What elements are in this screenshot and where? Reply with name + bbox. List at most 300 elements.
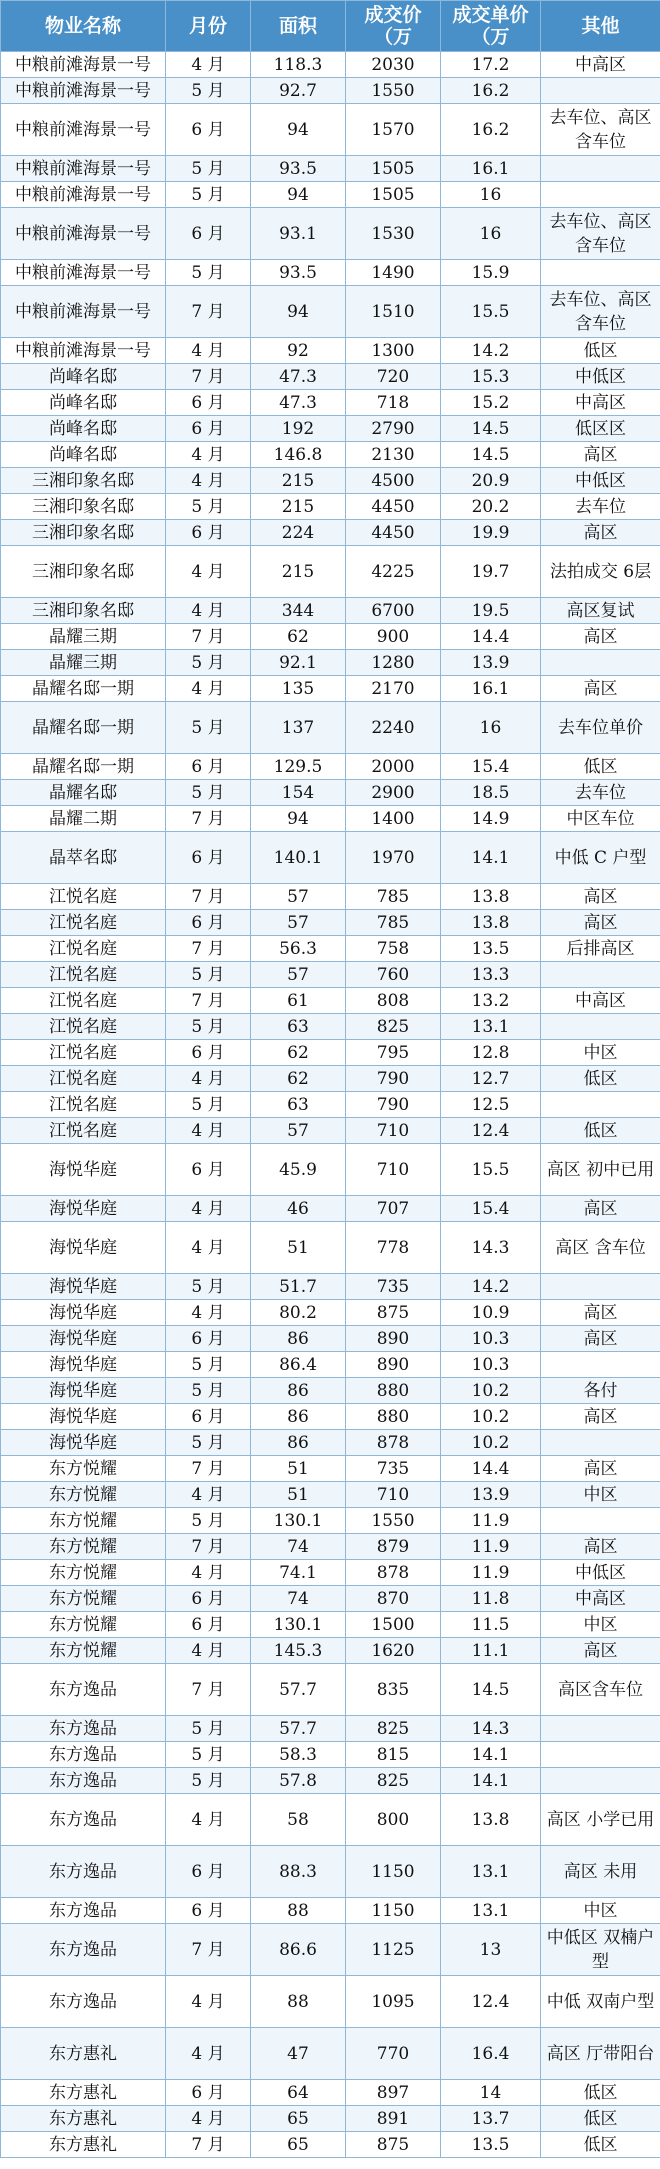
cell-other: 高区	[541, 520, 660, 546]
cell-deal-price: 758	[346, 936, 441, 962]
cell-unit-price: 15.9	[441, 260, 541, 286]
cell-month: 7 月	[166, 1456, 251, 1482]
cell-unit-price: 20.9	[441, 468, 541, 494]
cell-month: 7 月	[166, 1664, 251, 1716]
cell-deal-price: 4500	[346, 468, 441, 494]
header-row	[1, 1, 660, 52]
cell-unit-price: 14.4	[441, 1456, 541, 1482]
cell-deal-price: 880	[346, 1378, 441, 1404]
cell-area: 62	[251, 624, 346, 650]
cell-month: 7 月	[166, 364, 251, 390]
table-row	[1, 676, 660, 702]
cell-deal-price: 808	[346, 988, 441, 1014]
cell-month: 4 月	[166, 1118, 251, 1144]
cell-deal-price: 2900	[346, 780, 441, 806]
cell-deal-price: 785	[346, 884, 441, 910]
cell-area: 88	[251, 1976, 346, 2028]
cell-unit-price: 15.4	[441, 754, 541, 780]
header-unit-price: 成交单价 （万	[441, 1, 541, 52]
cell-property-name: 海悦华庭	[1, 1430, 166, 1456]
cell-area: 94	[251, 806, 346, 832]
cell-other: 高区	[541, 676, 660, 702]
cell-deal-price: 720	[346, 364, 441, 390]
cell-deal-price: 825	[346, 1716, 441, 1742]
table-row	[1, 2028, 660, 2080]
cell-area: 135	[251, 676, 346, 702]
cell-month: 6 月	[166, 1144, 251, 1196]
cell-unit-price: 13	[441, 1924, 541, 1976]
cell-area: 57.7	[251, 1716, 346, 1742]
cell-area: 51	[251, 1456, 346, 1482]
cell-deal-price: 1095	[346, 1976, 441, 2028]
cell-unit-price: 16.1	[441, 156, 541, 182]
cell-area: 46	[251, 1196, 346, 1222]
cell-property-name: 东方悦耀	[1, 1456, 166, 1482]
cell-deal-price: 718	[346, 390, 441, 416]
table-row	[1, 1924, 660, 1976]
cell-other: 高区	[541, 1404, 660, 1430]
cell-month: 4 月	[166, 1638, 251, 1664]
cell-month: 6 月	[166, 1612, 251, 1638]
cell-unit-price: 14.2	[441, 338, 541, 364]
cell-area: 47	[251, 2028, 346, 2080]
cell-month: 6 月	[166, 1586, 251, 1612]
table-row	[1, 884, 660, 910]
cell-month: 7 月	[166, 884, 251, 910]
cell-area: 130.1	[251, 1508, 346, 1534]
cell-other: 中高区	[541, 52, 660, 78]
cell-deal-price: 735	[346, 1456, 441, 1482]
cell-month: 5 月	[166, 78, 251, 104]
cell-property-name: 海悦华庭	[1, 1196, 166, 1222]
cell-deal-price: 800	[346, 1794, 441, 1846]
cell-other: 低区	[541, 1066, 660, 1092]
cell-property-name: 东方逸品	[1, 1794, 166, 1846]
cell-month: 6 月	[166, 1898, 251, 1924]
cell-other	[541, 1768, 660, 1794]
cell-property-name: 东方悦耀	[1, 1534, 166, 1560]
cell-property-name: 晶耀名邸一期	[1, 676, 166, 702]
table-row	[1, 1352, 660, 1378]
cell-area: 137	[251, 702, 346, 754]
cell-other	[541, 1014, 660, 1040]
cell-unit-price: 12.4	[441, 1976, 541, 2028]
cell-deal-price: 891	[346, 2106, 441, 2132]
table-row	[1, 1976, 660, 2028]
cell-property-name: 海悦华庭	[1, 1378, 166, 1404]
cell-deal-price: 1125	[346, 1924, 441, 1976]
cell-property-name: 东方逸品	[1, 1898, 166, 1924]
cell-unit-price: 13.1	[441, 1014, 541, 1040]
cell-other: 低区	[541, 338, 660, 364]
cell-month: 7 月	[166, 2132, 251, 2158]
cell-deal-price: 735	[346, 1274, 441, 1300]
cell-deal-price: 1505	[346, 156, 441, 182]
cell-property-name: 海悦华庭	[1, 1222, 166, 1274]
cell-area: 63	[251, 1014, 346, 1040]
table-row	[1, 806, 660, 832]
table-row	[1, 1144, 660, 1196]
cell-area: 94	[251, 182, 346, 208]
cell-month: 6 月	[166, 1326, 251, 1352]
cell-month: 5 月	[166, 780, 251, 806]
cell-other: 低区	[541, 2080, 660, 2106]
cell-area: 145.3	[251, 1638, 346, 1664]
cell-property-name: 东方逸品	[1, 1742, 166, 1768]
table-row	[1, 494, 660, 520]
table-row	[1, 910, 660, 936]
cell-unit-price: 10.9	[441, 1300, 541, 1326]
cell-unit-price: 16.2	[441, 78, 541, 104]
cell-area: 74	[251, 1534, 346, 1560]
table-row	[1, 1664, 660, 1716]
table-row	[1, 754, 660, 780]
cell-deal-price: 778	[346, 1222, 441, 1274]
header-area: 面积	[251, 1, 346, 52]
cell-deal-price: 1490	[346, 260, 441, 286]
cell-other: 中低区 双楠户型	[541, 1924, 660, 1976]
table-row	[1, 156, 660, 182]
cell-unit-price: 15.3	[441, 364, 541, 390]
cell-other	[541, 1092, 660, 1118]
cell-property-name: 海悦华庭	[1, 1326, 166, 1352]
table-row	[1, 1638, 660, 1664]
cell-unit-price: 16.1	[441, 676, 541, 702]
cell-unit-price: 11.9	[441, 1534, 541, 1560]
cell-other: 去车位单价	[541, 702, 660, 754]
cell-area: 58	[251, 1794, 346, 1846]
table-row	[1, 1378, 660, 1404]
cell-area: 74	[251, 1586, 346, 1612]
cell-unit-price: 14.3	[441, 1222, 541, 1274]
cell-property-name: 三湘印象名邸	[1, 494, 166, 520]
cell-other: 高区 小学已用	[541, 1794, 660, 1846]
cell-month: 5 月	[166, 260, 251, 286]
table-row	[1, 286, 660, 338]
cell-area: 93.1	[251, 208, 346, 260]
cell-deal-price: 4450	[346, 494, 441, 520]
cell-month: 4 月	[166, 546, 251, 598]
cell-month: 4 月	[166, 676, 251, 702]
cell-unit-price: 13.8	[441, 884, 541, 910]
cell-deal-price: 875	[346, 2132, 441, 2158]
cell-unit-price: 15.5	[441, 1144, 541, 1196]
cell-property-name: 东方悦耀	[1, 1586, 166, 1612]
cell-area: 140.1	[251, 832, 346, 884]
table-row	[1, 104, 660, 156]
cell-month: 4 月	[166, 1300, 251, 1326]
cell-unit-price: 19.5	[441, 598, 541, 624]
cell-other: 高区 厅带阳台	[541, 2028, 660, 2080]
cell-unit-price: 10.2	[441, 1378, 541, 1404]
cell-month: 6 月	[166, 390, 251, 416]
cell-other: 高区	[541, 442, 660, 468]
cell-property-name: 东方逸品	[1, 1664, 166, 1716]
cell-other: 法拍成交 6层	[541, 546, 660, 598]
cell-other: 中低区	[541, 1560, 660, 1586]
cell-deal-price: 790	[346, 1092, 441, 1118]
cell-area: 344	[251, 598, 346, 624]
cell-property-name: 东方惠礼	[1, 2080, 166, 2106]
table-row	[1, 1300, 660, 1326]
table-row	[1, 1586, 660, 1612]
cell-other: 中区车位	[541, 806, 660, 832]
cell-area: 57	[251, 910, 346, 936]
cell-other: 中区	[541, 1482, 660, 1508]
cell-other: 中区	[541, 1040, 660, 1066]
cell-unit-price: 20.2	[441, 494, 541, 520]
cell-deal-price: 1280	[346, 650, 441, 676]
cell-other	[541, 650, 660, 676]
cell-unit-price: 12.5	[441, 1092, 541, 1118]
cell-other: 高区	[541, 1638, 660, 1664]
cell-property-name: 中粮前滩海景一号	[1, 156, 166, 182]
cell-property-name: 东方惠礼	[1, 2028, 166, 2080]
cell-area: 192	[251, 416, 346, 442]
table-row	[1, 2106, 660, 2132]
cell-other: 低区	[541, 1118, 660, 1144]
cell-month: 7 月	[166, 1924, 251, 1976]
table-row	[1, 702, 660, 754]
cell-property-name: 中粮前滩海景一号	[1, 52, 166, 78]
cell-deal-price: 707	[346, 1196, 441, 1222]
cell-deal-price: 1505	[346, 182, 441, 208]
cell-area: 92.7	[251, 78, 346, 104]
cell-deal-price: 2000	[346, 754, 441, 780]
cell-area: 62	[251, 1040, 346, 1066]
cell-property-name: 晶耀名邸一期	[1, 754, 166, 780]
cell-area: 146.8	[251, 442, 346, 468]
cell-area: 51.7	[251, 1274, 346, 1300]
cell-area: 86	[251, 1404, 346, 1430]
cell-deal-price: 1150	[346, 1898, 441, 1924]
cell-other	[541, 1430, 660, 1456]
cell-month: 7 月	[166, 624, 251, 650]
cell-property-name: 晶耀名邸	[1, 780, 166, 806]
cell-other: 中区	[541, 1898, 660, 1924]
table-row	[1, 468, 660, 494]
cell-deal-price: 6700	[346, 598, 441, 624]
cell-other: 高区	[541, 884, 660, 910]
cell-area: 45.9	[251, 1144, 346, 1196]
cell-deal-price: 890	[346, 1326, 441, 1352]
cell-area: 58.3	[251, 1742, 346, 1768]
cell-deal-price: 1530	[346, 208, 441, 260]
cell-property-name: 中粮前滩海景一号	[1, 338, 166, 364]
cell-area: 215	[251, 494, 346, 520]
cell-property-name: 海悦华庭	[1, 1274, 166, 1300]
cell-other: 高区	[541, 1300, 660, 1326]
cell-unit-price: 14.3	[441, 1716, 541, 1742]
cell-deal-price: 1300	[346, 338, 441, 364]
cell-deal-price: 900	[346, 624, 441, 650]
table-row	[1, 1222, 660, 1274]
cell-property-name: 江悦名庭	[1, 936, 166, 962]
cell-unit-price: 16	[441, 702, 541, 754]
cell-deal-price: 790	[346, 1066, 441, 1092]
cell-area: 51	[251, 1482, 346, 1508]
cell-month: 5 月	[166, 962, 251, 988]
table-row	[1, 442, 660, 468]
cell-property-name: 东方逸品	[1, 1768, 166, 1794]
cell-property-name: 江悦名庭	[1, 1118, 166, 1144]
cell-other: 高区 初中已用	[541, 1144, 660, 1196]
cell-property-name: 江悦名庭	[1, 1040, 166, 1066]
cell-deal-price: 1550	[346, 78, 441, 104]
cell-deal-price: 1510	[346, 286, 441, 338]
cell-unit-price: 12.8	[441, 1040, 541, 1066]
cell-area: 80.2	[251, 1300, 346, 1326]
table-row	[1, 1768, 660, 1794]
cell-property-name: 三湘印象名邸	[1, 520, 166, 546]
cell-property-name: 江悦名庭	[1, 1092, 166, 1118]
table-row	[1, 52, 660, 78]
cell-unit-price: 11.8	[441, 1586, 541, 1612]
cell-unit-price: 10.3	[441, 1326, 541, 1352]
cell-unit-price: 19.7	[441, 546, 541, 598]
header-deal-price: 成交价 （万	[346, 1, 441, 52]
cell-unit-price: 13.1	[441, 1898, 541, 1924]
cell-property-name: 尚峰名邸	[1, 442, 166, 468]
table-row	[1, 1846, 660, 1898]
cell-unit-price: 14.5	[441, 416, 541, 442]
cell-other: 去车位	[541, 780, 660, 806]
cell-area: 94	[251, 104, 346, 156]
cell-area: 118.3	[251, 52, 346, 78]
table-row	[1, 624, 660, 650]
cell-unit-price: 11.9	[441, 1560, 541, 1586]
cell-other: 中高区	[541, 988, 660, 1014]
cell-month: 6 月	[166, 1404, 251, 1430]
cell-unit-price: 14.1	[441, 1742, 541, 1768]
cell-property-name: 东方悦耀	[1, 1482, 166, 1508]
cell-property-name: 江悦名庭	[1, 988, 166, 1014]
cell-other: 高区 含车位	[541, 1222, 660, 1274]
table-row	[1, 780, 660, 806]
cell-other: 中低区	[541, 468, 660, 494]
cell-deal-price: 1620	[346, 1638, 441, 1664]
cell-area: 130.1	[251, 1612, 346, 1638]
cell-other: 高区复试	[541, 598, 660, 624]
table-row	[1, 78, 660, 104]
cell-month: 7 月	[166, 988, 251, 1014]
cell-property-name: 中粮前滩海景一号	[1, 208, 166, 260]
cell-unit-price: 16.4	[441, 2028, 541, 2080]
cell-month: 5 月	[166, 156, 251, 182]
cell-deal-price: 4225	[346, 546, 441, 598]
table-row	[1, 1898, 660, 1924]
cell-deal-price: 825	[346, 1768, 441, 1794]
cell-month: 4 月	[166, 1976, 251, 2028]
table-row	[1, 988, 660, 1014]
cell-other: 去车位、高区含车位	[541, 286, 660, 338]
cell-unit-price: 17.2	[441, 52, 541, 78]
cell-other: 中区	[541, 1612, 660, 1638]
cell-deal-price: 878	[346, 1430, 441, 1456]
cell-area: 47.3	[251, 390, 346, 416]
cell-month: 5 月	[166, 1430, 251, 1456]
table-row	[1, 1508, 660, 1534]
cell-unit-price: 14.2	[441, 1274, 541, 1300]
cell-property-name: 东方悦耀	[1, 1612, 166, 1638]
table-row	[1, 1066, 660, 1092]
table-row	[1, 598, 660, 624]
table-row	[1, 936, 660, 962]
cell-area: 64	[251, 2080, 346, 2106]
cell-other	[541, 182, 660, 208]
cell-unit-price: 14.1	[441, 832, 541, 884]
cell-area: 88	[251, 1898, 346, 1924]
cell-area: 63	[251, 1092, 346, 1118]
cell-property-name: 东方悦耀	[1, 1508, 166, 1534]
cell-deal-price: 2130	[346, 442, 441, 468]
cell-property-name: 中粮前滩海景一号	[1, 260, 166, 286]
cell-unit-price: 18.5	[441, 780, 541, 806]
cell-month: 6 月	[166, 910, 251, 936]
cell-month: 4 月	[166, 1482, 251, 1508]
cell-property-name: 晶耀三期	[1, 624, 166, 650]
cell-area: 92	[251, 338, 346, 364]
cell-deal-price: 710	[346, 1144, 441, 1196]
table-row	[1, 832, 660, 884]
cell-other: 低区	[541, 754, 660, 780]
table-row	[1, 2080, 660, 2106]
cell-deal-price: 1150	[346, 1846, 441, 1898]
cell-other: 低区区	[541, 416, 660, 442]
cell-deal-price: 785	[346, 910, 441, 936]
cell-month: 6 月	[166, 832, 251, 884]
cell-month: 4 月	[166, 338, 251, 364]
cell-other: 中低 双南户型	[541, 1976, 660, 2028]
cell-deal-price: 890	[346, 1352, 441, 1378]
cell-other: 高区	[541, 910, 660, 936]
cell-month: 7 月	[166, 806, 251, 832]
cell-other	[541, 1352, 660, 1378]
cell-deal-price: 878	[346, 1560, 441, 1586]
cell-other: 高区	[541, 1196, 660, 1222]
cell-month: 6 月	[166, 2080, 251, 2106]
cell-unit-price: 13.9	[441, 1482, 541, 1508]
cell-property-name: 三湘印象名邸	[1, 598, 166, 624]
cell-month: 7 月	[166, 286, 251, 338]
cell-month: 4 月	[166, 468, 251, 494]
cell-other: 各付	[541, 1378, 660, 1404]
cell-unit-price: 13.8	[441, 1794, 541, 1846]
cell-unit-price: 10.3	[441, 1352, 541, 1378]
cell-unit-price: 13.1	[441, 1846, 541, 1898]
cell-property-name: 海悦华庭	[1, 1300, 166, 1326]
cell-other: 中低 C 户型	[541, 832, 660, 884]
table-row	[1, 1742, 660, 1768]
cell-month: 6 月	[166, 1040, 251, 1066]
cell-area: 88.3	[251, 1846, 346, 1898]
cell-other	[541, 1274, 660, 1300]
cell-other	[541, 156, 660, 182]
table-row	[1, 1716, 660, 1742]
cell-month: 4 月	[166, 598, 251, 624]
cell-unit-price: 16.2	[441, 104, 541, 156]
table-row	[1, 520, 660, 546]
cell-other: 高区含车位	[541, 1664, 660, 1716]
table-row	[1, 182, 660, 208]
table-row	[1, 1274, 660, 1300]
table-row	[1, 1430, 660, 1456]
cell-deal-price: 880	[346, 1404, 441, 1430]
cell-deal-price: 1400	[346, 806, 441, 832]
cell-month: 6 月	[166, 104, 251, 156]
cell-unit-price: 13.5	[441, 2132, 541, 2158]
cell-property-name: 中粮前滩海景一号	[1, 78, 166, 104]
